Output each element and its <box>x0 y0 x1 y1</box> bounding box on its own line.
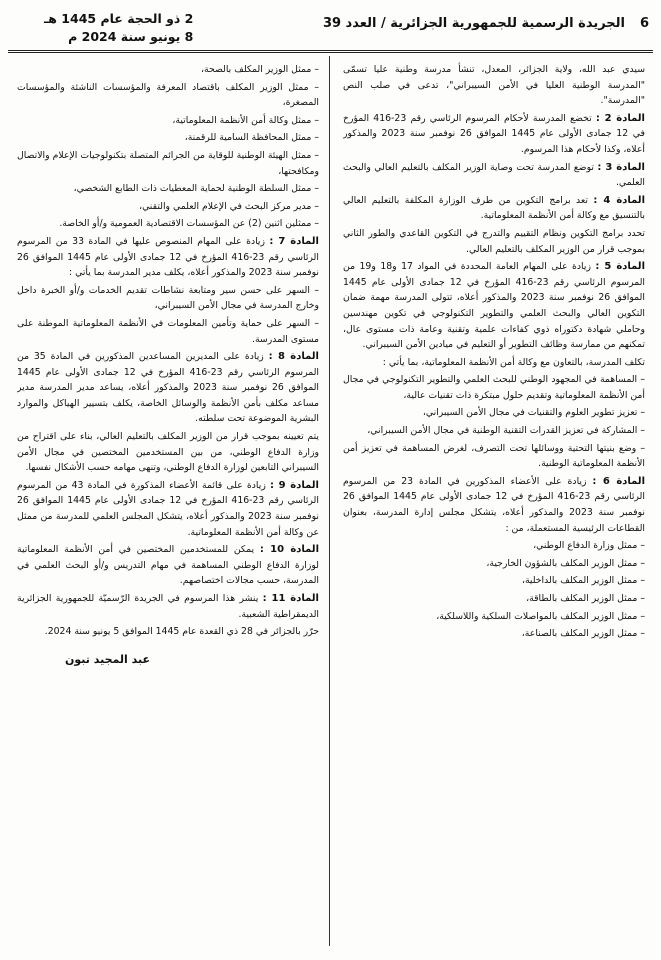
list-item: – ممثل الوزير المكلف باقتصاد المعرفة والمؤسسات الناشئة والمؤسسات المصغرة، <box>17 81 319 109</box>
article-9 <box>17 478 319 540</box>
article-text: ينشر هذا المرسوم في الجريدة الرّسميّة للجمهورية الجزائرية الديمقراطية الشعبية. <box>17 593 319 620</box>
issue-date-gregorian: 8 يونيو سنة 2024 م <box>68 29 194 44</box>
article-8 <box>17 349 319 427</box>
article-label: المادة 9 : <box>269 479 319 491</box>
article-text: توضع المدرسة تحت وصاية الوزير المكلف بالتعليم العالي والبحث العلمي. <box>343 161 645 189</box>
article-text: زيادة على المهام المنصوص عليها في المادة 33 من المرسوم الرئاسي رقم 23-416 المؤرخ في 12 جمادى الأولى عام 1445 الموافق 26 نوفمبر سنة 2023 والمذكور أعلاه، يكلف مدير المدرسة بما يأتي : <box>17 235 319 279</box>
article-text: تخضع المدرسة لأحكام المرسوم الرئاسي رقم 23-416 المؤرخ في 12 جمادى الأولى عام 1445 الموافق 26 نوفمبر سنة 2023 والمذكور أعلاه، وكذا لأحكام هذا المرسوم. <box>343 112 645 155</box>
list-item: – مدير مركز البحث في الإعلام العلمي والتقني، <box>139 200 319 212</box>
article-label: المادة 4 : <box>593 194 645 206</box>
list-item: – ممثل المحافظة السامية للرقمنة، <box>184 132 319 144</box>
article-label: المادة 5 : <box>595 261 645 273</box>
list-item: – ممثلين اثنين (2) عن المؤسسات الاقتصادية العمومية و/أو الخاصة. <box>59 218 319 230</box>
list-item: – السهر على حسن سير ومتابعة نشاطات تقديم الخدمات و/أو الخبرة داخل وخارج المدرسة في مجال الأمن السيبراني، <box>17 284 319 312</box>
list-item: – وضع بنيتها التحتية ووسائلها تحت التصرف، لغرض المساهمة في تعزيز أمن الأنظمة المعلوماتية الوطنية. <box>343 442 645 470</box>
article-8-para-2: يتم تعيينه بموجب قرار من الوزير المكلف بالتعليم العالي، بناء على اقتراح من وزارة الدفاع الوطني، من بين المستخدمين المختصين في مجال الأمن السيبراني التابعين لوزارة الدفاع الوطني، وتنهى مهامه حسب الأشكال نفسها. <box>17 431 319 474</box>
article-text: تعد برامج التكوين من طرف الوزارة المكلفة بالتعليم العالي بالتنسيق مع وكالة أمن الأنظمة المعلوماتية. <box>343 194 645 222</box>
list-item: – السهر على حماية وتأمين المعلومات في الأنظمة المعلوماتية الموطنة على مستوى المدرسة. <box>17 317 319 345</box>
right-column <box>343 62 645 947</box>
article-label: المادة 7 : <box>269 235 319 247</box>
list-item: – ممثل الوزير المكلف بالشؤون الخارجية، <box>486 557 645 569</box>
article-4-para-2: تحدد برامج التكوين ونظام التقييم والتدرج في التكوين القاعدي والطور الثاني بموجب قرار من الوزير المكلف بالتعليم العالي. <box>343 227 645 255</box>
list-item: – ممثل الهيئة الوطنية للوقاية من الجرائم المتصلة بتكنولوجيات الإعلام والاتصال ومكافحتها، <box>17 149 319 177</box>
article-text: زيادة على الأعضاء المذكورين في المادة 23 من المرسوم الرئاسي رقم 23-416 المؤرخ في 12 جمادى الأولى عام 1445 الموافق 26 نوفمبر سنة 2023 والمذكور أعلاه، يتشكل مجلس إدارة المدرسة، بعنوان القطاعات الرئيسية المستعملة، من : <box>343 475 645 534</box>
list-item: – ممثل وزارة الدفاع الوطني، <box>533 540 645 552</box>
page-number: 6 <box>639 16 649 31</box>
paragraph-intro: سيدي عبد الله، ولاية الجزائر، المعدل، تنشأ مدرسة وطنية عليا تسمّى "المدرسة الوطنية العليا في الأمن السيبراني"، تدعى في صلب النص "المدرسة". <box>343 64 645 107</box>
article-text: زيادة على قائمة الأعضاء المذكورة في المادة 43 من المرسوم الرئاسي رقم 23-416 المؤرخ في 12 جمادى الأولى عام 1445 الموافق 26 نوفمبر سنة 2023 والمذكور أعلاه، يتشكل المجلس العلمي للمدرسة من ممثل عن وكالة أمن الأنظمة المعلوماتية. <box>17 479 319 538</box>
article-5 <box>343 259 645 353</box>
list-item: – ممثل الوزير المكلف بالصناعة، <box>521 628 645 640</box>
article-2 <box>343 111 645 158</box>
list-item: – ممثل وكالة أمن الأنظمة المعلوماتية، <box>172 114 319 126</box>
list-item: – ممثل السلطة الوطنية لحماية المعطيات ذات الطابع الشخصي، <box>73 183 319 195</box>
list-item: – ممثل الوزير المكلف بالمواصلات السلكية واللاسلكية، <box>436 610 645 622</box>
left-column <box>17 62 319 947</box>
article-3 <box>343 160 645 191</box>
column-divider <box>329 56 330 946</box>
article-5-para-2: تكلف المدرسة، بالتعاون مع وكالة أمن الأنظمة المعلوماتية، بما يأتي : <box>382 356 645 368</box>
signature: عبد المجيد تبون <box>65 652 150 666</box>
article-text: زيادة على المهام العامة المحددة في المواد 17 و18 و19 من المرسوم الرئاسي رقم 23-416 المؤرخ في 12 جمادى الأولى عام 1445 الموافق 26 نوفمبر سنة 2023 والمذكور أعلاه، تتولى المدرسة مهمة ضمان التكوين العالي والبحث العلمي والتطوير التكنولوجي في تكوين مهندسين وحاملي شهادة دكتوراه ذوي كفاءات علمية وتقنية وعامة ذات مستوى عال، تمكنهم من ممارسة وظائف التطوير أو التعليم في ميادين الأمن السيبراني. <box>343 261 645 351</box>
article-4 <box>343 193 645 224</box>
article-11 <box>17 591 319 622</box>
article-label: المادة 6 : <box>592 475 645 487</box>
article-label: المادة 8 : <box>268 351 319 363</box>
list-item: – ممثل الوزير المكلف بالداخلية، <box>521 575 645 587</box>
article-7 <box>17 234 319 281</box>
issue-date <box>44 10 193 46</box>
list-item: – المشاركة في تعزيز القدرات التقنية الوطنية في مجال الأمن السيبراني، <box>367 425 645 437</box>
article-text: زيادة على المديرين المساعدين المذكورين في المادة 35 من المرسوم الرئاسي رقم 23-416 المؤرخ في 12 جمادى الأولى عام 1445 الموافق 26 نوفمبر سنة 2023 والمذكور أعلاه، يساعد مدير المدرسة مدير مساعد مكلف بأمن الأنظمة والوسائل الخاصة، يكلف بتسيير الهياكل والموارد البشرية الموضوعة تحت سلطته. <box>17 351 319 425</box>
journal-title: الجريدة الرسمية للجمهورية الجزائرية / العدد 39 <box>322 16 625 31</box>
article-label: المادة 10 : <box>259 544 319 556</box>
article-label: المادة 11 : <box>262 593 319 604</box>
list-item: – المساهمة في المجهود الوطني للبحث العلمي والتطوير التكنولوجي في مجال أمن الأنظمة المعلوماتية وتقديم حلول مبتكرة ذات تقنيات عالية، <box>343 374 645 401</box>
article-text: يمكن للمستخدمين المختصين في أمن الأنظمة المعلوماتية لوزارة الدفاع الوطني المساهمة في مهام التدريس و/أو البحث العلمي في المدرسة، حسب مجالات اختصاصهم. <box>17 544 319 587</box>
page-header <box>8 6 653 53</box>
article-label: المادة 2 : <box>595 112 645 124</box>
issue-date-hijri: 2 ذو الحجة عام 1445 هـ <box>44 11 194 26</box>
list-item: – ممثل الوزير المكلف بالصحة، <box>200 64 319 75</box>
list-item: – تعزيز تطوير العلوم والتقنيات في مجال الأمن السيبراني، <box>422 407 645 419</box>
closing-statement: حرّر بالجزائر في 28 ذي القعدة عام 1445 الموافق 5 يونيو سنة 2024. <box>44 626 319 638</box>
article-label: المادة 3 : <box>597 161 645 173</box>
list-item: – ممثل الوزير المكلف بالطاقة، <box>526 593 645 604</box>
article-10 <box>17 542 319 589</box>
article-6 <box>343 474 645 536</box>
